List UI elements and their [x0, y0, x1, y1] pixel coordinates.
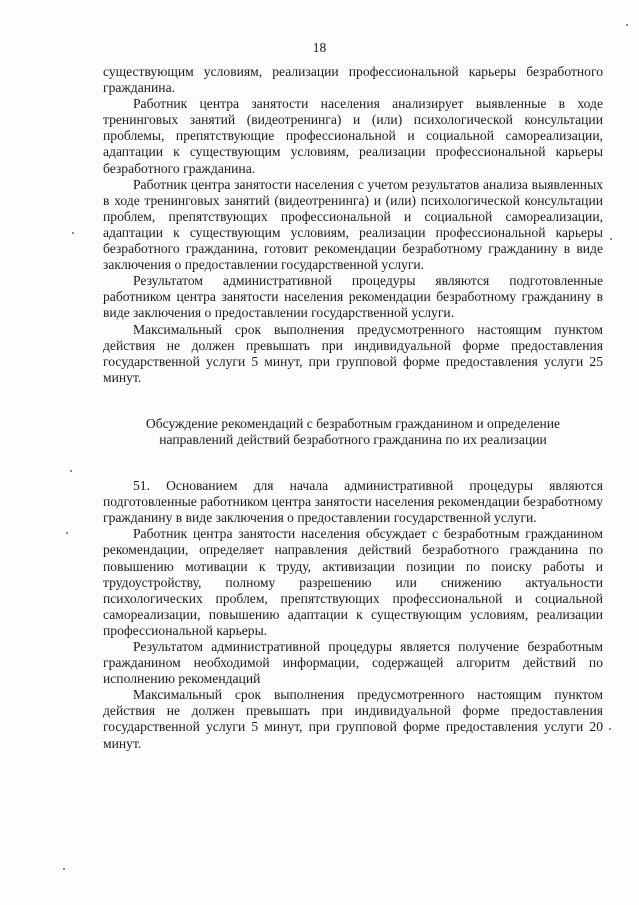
paragraph-discussion-max-duration: Максимальный срок выполнения предусмотренного настоящим пунктом действия не должен превышать при индивидуальной форме предоставления государственной услуги 5 минут, при групповой форме предоставления услуги 20 минут.: [103, 687, 603, 751]
scan-speck: [66, 532, 68, 534]
document-body: [103, 64, 603, 752]
paragraph-procedure-result: Результатом административной процедуры являются подготовленные работником центра занятости населения рекомендации безработному гражданину в виде заключения о предоставлении государственной услуги.: [103, 273, 603, 321]
scan-speck: [63, 868, 65, 870]
scan-speck: [610, 238, 612, 240]
paragraph-analysis: Работник центра занятости населения анализирует выявленные в ходе тренинговых занятий (видеотренинга) и (или) психологической консультации проблемы, препятствующие профессиональной и социальной самореализации, адаптации к существующим условиям, реализации профессиональной карьеры безработного гражданина.: [103, 96, 603, 176]
paragraph-discussion: Работник центра занятости населения обсуждает с безработным гражданином рекомендации, определяет направления действий безработного гражданина по повышению мотивации к труду, активизации позиции по поиску работы и трудоустройству, полному разрешению или снижению актуальности психологических проблем, препятствующих профессиональной и социальной самореализации, повышению адаптации к существующим условиям, реализации профессиональной карьеры.: [103, 526, 603, 638]
scan-speck: [609, 728, 611, 730]
paragraph-recommendations-preparation: Работник центра занятости населения с учетом результатов анализа выявленных в ходе тренинговых занятий (видеотренинга) и (или) психологической консультации проблем, препятствующих профессиональной и социальной самореализации, адаптации к существующим условиям, реализации профессиональной карьеры безработного гражданина, готовит рекомендации безработному гражданину в виде заключения о предоставлении государственной услуги.: [103, 176, 603, 273]
paragraph-discussion-result: Результатом административной процедуры является получение безработным гражданином необходимой информации, содержащей алгоритм действий по исполнению рекомендаций: [103, 639, 603, 687]
scan-speck: [72, 232, 74, 234]
scan-speck: [626, 24, 628, 26]
paragraph-clause-51: 51. Основанием для начала административной процедуры являются подготовленные работником центра занятости населения рекомендации безработному гражданину в виде заключения о предоставлении государственной услуги.: [103, 478, 603, 526]
scan-speck: [70, 470, 72, 472]
section-heading: Обсуждение рекомендаций с безработным гражданином и определение направлений действий безработного гражданина по их реализации: [145, 415, 561, 447]
page-number: 18: [312, 40, 327, 55]
paragraph-max-duration: Максимальный срок выполнения предусмотренного настоящим пунктом действия не должен превышать при индивидуальной форме предоставления государственной услуги 5 минут, при групповой форме предоставления услуги 25 минут.: [103, 321, 603, 385]
paragraph-continuation: существующим условиям, реализации профессиональной карьеры безработного гражданина.: [103, 64, 603, 96]
